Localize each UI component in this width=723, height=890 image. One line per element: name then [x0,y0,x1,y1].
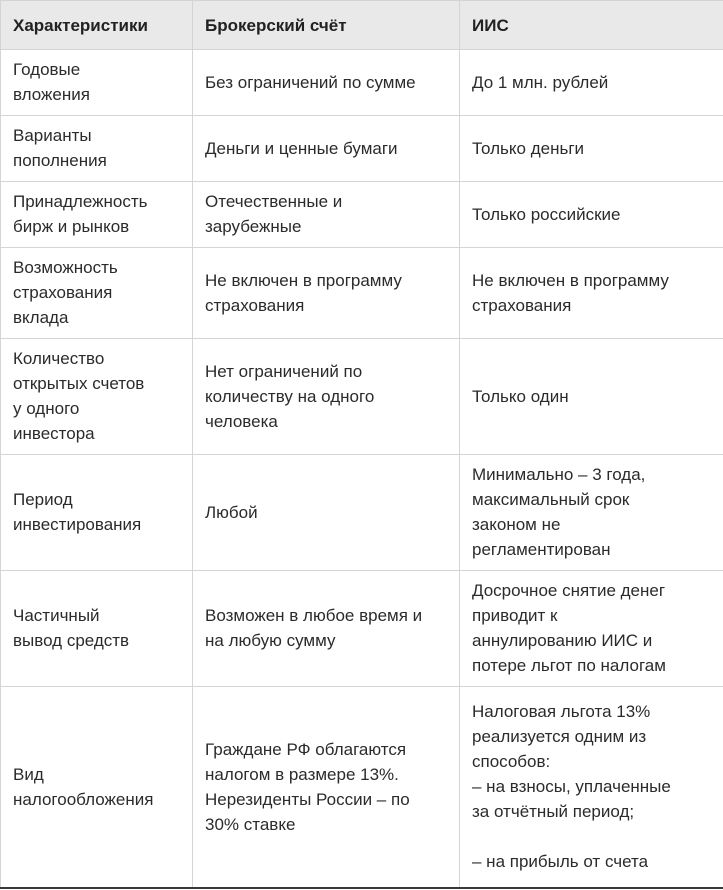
table-row [1,571,723,687]
brokerage-cell: Граждане РФ облагаются налогом в размере 13%. Нерезиденты России – по 30% ставке [193,687,460,889]
row-label: Возможность страхования вклада [1,248,193,339]
table-row [1,116,723,182]
iis-cell: Не включен в программу страхования [460,248,723,339]
table-row [1,248,723,339]
iis-cell: Только один [460,339,723,455]
row-label: Период инвестирования [1,455,193,571]
table-row [1,339,723,455]
brokerage-cell: Не включен в программу страхования [193,248,460,339]
row-label: Вид налогообложения [1,687,193,889]
header-characteristics: Характеристики [1,1,193,50]
iis-cell: Досрочное снятие денег приводит к аннулированию ИИС и потере льгот по налогам [460,571,723,687]
row-label: Количество открытых счетов у одного инвестора [1,339,193,455]
row-label: Частичный вывод средств [1,571,193,687]
brokerage-cell: Возможен в любое время и на любую сумму [193,571,460,687]
header-brokerage-account: Брокерский счёт [193,1,460,50]
iis-cell: Налоговая льгота 13% реализуется одним из способов: – на взносы, уплаченные за отчётный период; – на прибыль от счета [460,687,723,889]
row-label: Варианты пополнения [1,116,193,182]
iis-cell: Минимально – 3 года, максимальный срок законом не регламентирован [460,455,723,571]
table-row [1,455,723,571]
brokerage-cell: Без ограничений по сумме [193,50,460,116]
iis-cell: Только деньги [460,116,723,182]
table-row [1,687,723,889]
iis-cell: Только российские [460,182,723,248]
table-body [1,50,723,889]
row-label: Принадлежность бирж и рынков [1,182,193,248]
row-label: Годовые вложения [1,50,193,116]
header-iis: ИИС [460,1,723,50]
brokerage-cell: Любой [193,455,460,571]
table-row [1,182,723,248]
brokerage-cell: Отечественные и зарубежные [193,182,460,248]
table-row [1,50,723,116]
brokerage-cell: Деньги и ценные бумаги [193,116,460,182]
header-row [1,1,723,50]
iis-cell: До 1 млн. рублей [460,50,723,116]
brokerage-cell: Нет ограничений по количеству на одного человека [193,339,460,455]
table-header [1,1,723,50]
